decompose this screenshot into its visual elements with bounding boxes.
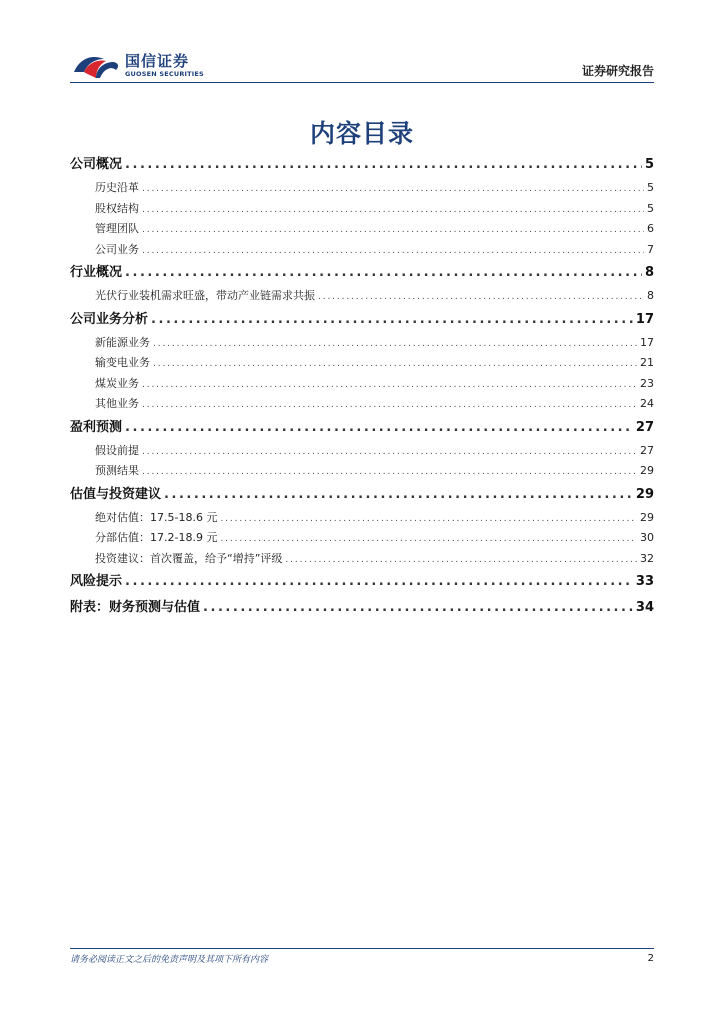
toc-leader-dots [142, 200, 644, 220]
toc-entry-label: 风险提示 [70, 574, 123, 589]
toc-entry-page: 6 [647, 222, 654, 235]
toc-entry-label: 公司概况 [70, 157, 123, 172]
toc-entry-label: 投资建议：首次覆盖，给予“增持”评级 [95, 551, 283, 565]
toc-entry-page: 17 [640, 335, 654, 349]
toc-entry-label: 分部估值：17.2-18.9 元 [95, 531, 218, 544]
toc-subsection-entry[interactable] [70, 549, 654, 570]
toc-leader-dots [142, 395, 637, 415]
toc-leader-dots [285, 550, 637, 570]
toc-subsection-entry[interactable] [70, 461, 654, 482]
toc-entry-page: 32 [640, 551, 654, 565]
toc-entry-label: 公司业务 [95, 242, 139, 256]
toc-entry-label: 假设前提 [95, 443, 139, 457]
brand-name-cn: 国信证券 [125, 52, 190, 70]
toc-entry-page: 5 [647, 181, 654, 194]
toc-entry-page: 29 [640, 464, 654, 477]
toc-leader-dots [164, 482, 633, 508]
toc-entry-label: 输变电业务 [95, 356, 150, 369]
toc-entry-label: 历史沿革 [95, 181, 139, 194]
toc-leader-dots [153, 334, 637, 354]
toc-subsection-entry[interactable] [70, 528, 654, 549]
toc-entry-page: 5 [647, 201, 654, 215]
footer-page-number: 2 [647, 953, 654, 964]
toc-leader-dots [125, 260, 642, 286]
toc-entry-label: 盈利预测 [70, 419, 123, 435]
toc-entry-label: 估值与投资建议 [70, 486, 162, 502]
toc-entry-page: 29 [635, 486, 654, 502]
table-of-contents [70, 152, 654, 621]
toc-section-entry[interactable] [70, 307, 654, 333]
toc-entry-label: 其他业务 [95, 397, 139, 410]
toc-leader-dots [142, 375, 637, 395]
toc-entry-page: 33 [635, 574, 654, 589]
toc-leader-dots [142, 442, 637, 462]
toc-entry-page: 8 [644, 265, 654, 280]
toc-section-entry[interactable] [70, 152, 654, 178]
header-divider [70, 82, 654, 83]
toc-leader-dots [151, 307, 633, 333]
toc-title: 内容目录 [309, 119, 414, 148]
toc-subsection-entry[interactable] [70, 353, 654, 374]
toc-entry-label: 绝对估值：17.5-18.6 元 [95, 510, 218, 524]
toc-entry-page: 30 [640, 531, 654, 544]
toc-leader-dots [125, 415, 633, 441]
toc-entry-page: 34 [635, 600, 654, 615]
report-type-label: 证券研究报告 [581, 64, 654, 78]
page-header [70, 48, 654, 84]
guosen-logo-icon [70, 50, 122, 82]
toc-subsection-entry[interactable] [70, 286, 654, 307]
toc-section-entry[interactable] [70, 260, 654, 286]
toc-subsection-entry[interactable] [70, 199, 654, 220]
toc-leader-dots [318, 287, 644, 307]
footer-divider [70, 948, 654, 949]
toc-leader-dots [142, 179, 644, 199]
toc-leader-dots [142, 241, 644, 261]
toc-subsection-entry[interactable] [70, 240, 654, 261]
toc-leader-dots [125, 152, 642, 178]
brand-name-en: GUOSEN SECURITIES [125, 70, 204, 78]
toc-entry-page: 17 [635, 311, 654, 327]
toc-entry-label: 新能源业务 [95, 335, 150, 349]
toc-entry-label: 煤炭业务 [95, 376, 139, 390]
toc-leader-dots [142, 220, 644, 240]
toc-entry-page: 7 [647, 242, 654, 256]
toc-entry-label: 光伏行业装机需求旺盛，带动产业链需求共振 [95, 289, 315, 302]
toc-entry-label: 预测结果 [95, 464, 139, 477]
toc-leader-dots [220, 509, 637, 529]
toc-entry-label: 公司业务分析 [70, 311, 149, 327]
toc-entry-label: 股权结构 [95, 201, 139, 215]
toc-section-entry[interactable] [70, 569, 654, 595]
toc-leader-dots [153, 354, 637, 374]
toc-leader-dots [220, 529, 637, 549]
toc-leader-dots [142, 462, 637, 482]
toc-leader-dots [125, 569, 633, 595]
toc-entry-page: 23 [640, 376, 654, 390]
toc-subsection-entry[interactable] [70, 178, 654, 199]
toc-entry-page: 29 [640, 510, 654, 524]
toc-subsection-entry[interactable] [70, 441, 654, 462]
toc-entry-page: 8 [647, 289, 654, 302]
toc-entry-page: 21 [640, 356, 654, 369]
toc-subsection-entry[interactable] [70, 508, 654, 529]
toc-subsection-entry[interactable] [70, 394, 654, 415]
toc-subsection-entry[interactable] [70, 374, 654, 395]
toc-subsection-entry[interactable] [70, 333, 654, 354]
toc-entry-page: 5 [644, 157, 654, 172]
footer-disclaimer: 请务必阅读正文之后的免责声明及其项下所有内容 [70, 955, 269, 965]
toc-subsection-entry[interactable] [70, 219, 654, 240]
toc-section-entry[interactable] [70, 595, 654, 621]
toc-entry-page: 27 [640, 443, 654, 457]
toc-section-entry[interactable] [70, 482, 654, 508]
toc-section-entry[interactable] [70, 415, 654, 441]
toc-entry-page: 24 [640, 397, 654, 410]
brand-logo [70, 48, 204, 84]
toc-entry-label: 行业概况 [70, 265, 123, 280]
toc-entry-page: 27 [635, 419, 654, 435]
toc-leader-dots [203, 595, 633, 621]
toc-entry-label: 附表：财务预测与估值 [70, 600, 201, 615]
toc-entry-label: 管理团队 [95, 222, 139, 235]
